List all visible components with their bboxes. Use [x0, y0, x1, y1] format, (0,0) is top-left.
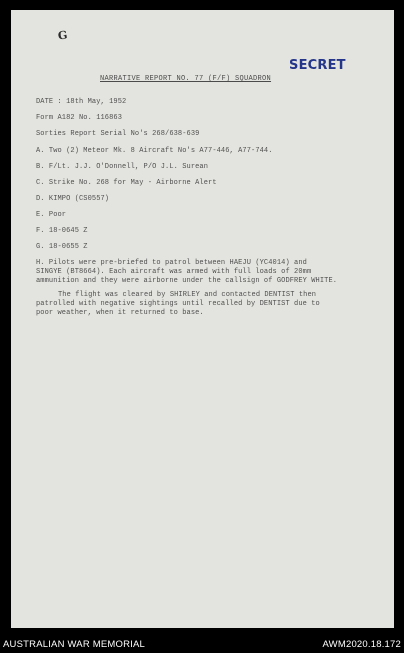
form-number: Form A182 No. 116863: [36, 114, 123, 122]
item-e-weather: E. Poor: [36, 211, 67, 219]
item-d-base: D. KIMPO (CS0557): [36, 195, 110, 203]
item-g-time: G. 18-0655 Z: [36, 243, 88, 251]
item-b-pilots: B. F/Lt. J.J. O'Donnell, P/O J.L. Surean: [36, 163, 209, 171]
narrative-para-2-line-3: poor weather, when it returned to base.: [36, 309, 204, 317]
narrative-para-2-line-1: The flight was cleared by SHIRLEY and contacted DENTIST then: [58, 291, 317, 299]
item-h-narrative-3: ammunition and they were airborne under the callsign of GODFREY WHITE.: [36, 277, 338, 285]
narrative-para-2-line-2: patrolled with negative sightings until recalled by DENTIST due to: [36, 300, 320, 308]
report-title: NARRATIVE REPORT NO. 77 (F/F) SQUADRON: [100, 75, 272, 83]
item-a-aircraft: A. Two (2) Meteor Mk. 8 Aircraft No's A77-446, A77-744.: [36, 147, 273, 155]
item-h-narrative-2: SINGYE (BT8664). Each aircraft was armed with full loads of 20mm: [36, 268, 312, 276]
footer-institution: AUSTRALIAN WAR MEMORIAL: [3, 639, 146, 650]
item-f-time: F. 18-0645 Z: [36, 227, 88, 235]
item-h-narrative-1: H. Pilots were pre-briefed to patrol between HAEJU (YC4014) and: [36, 259, 307, 267]
sorties-serial: Sorties Report Serial No's 268/638-639: [36, 130, 200, 138]
secret-stamp: SECRET: [289, 58, 346, 73]
corner-handwritten-mark: G: [57, 28, 69, 43]
item-c-strike: C. Strike No. 268 for May - Airborne Alert: [36, 179, 217, 187]
footer-accession: AWM2020.18.172: [322, 639, 401, 650]
report-date: DATE : 18th May, 1952: [36, 98, 127, 106]
